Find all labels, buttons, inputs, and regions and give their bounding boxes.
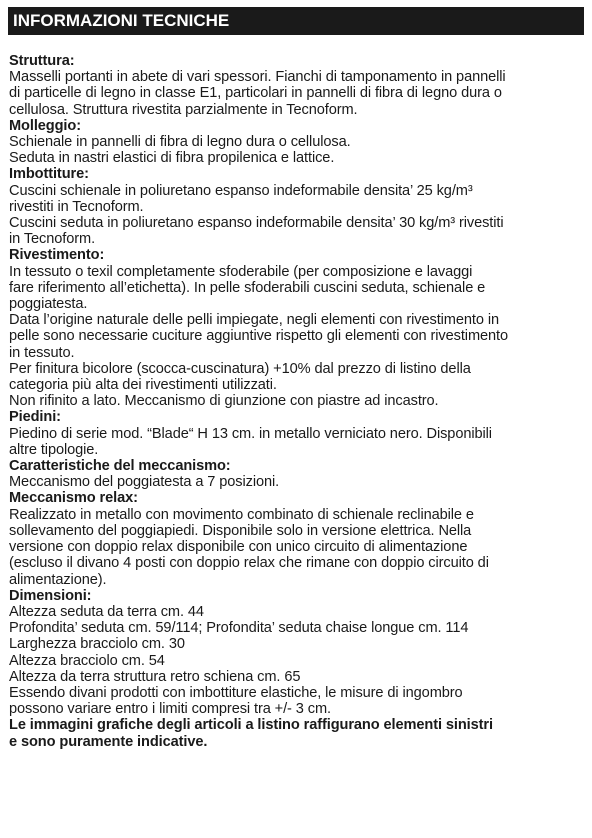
section-header bbox=[8, 7, 584, 35]
text-line: Cuscini schienale in poliuretano espanso indeformabile densita’ 25 kg/m³ bbox=[9, 182, 473, 199]
text-line: Per finitura bicolore (scocca-cuscinatura) +10% dal prezzo di listino della bbox=[9, 360, 471, 377]
note-line: Le immagini grafiche degli articoli a listino raffigurano elementi sinistri bbox=[9, 717, 493, 734]
text-line: Essendo divani prodotti con imbottiture elastiche, le misure di ingombro bbox=[9, 684, 463, 701]
section-rivestimento bbox=[9, 247, 587, 409]
text-line: Non rifinito a lato. Meccanismo di giunzione con piastre ad incastro. bbox=[9, 393, 439, 410]
section-meccanismo-relax bbox=[9, 490, 587, 587]
text-line: categoria più alta dei rivestimenti utilizzati. bbox=[9, 377, 277, 394]
text-line: Realizzato in metallo con movimento combinato di schienale reclinabile e bbox=[9, 506, 474, 523]
text-line: Meccanismo del poggiatesta a 7 posizioni. bbox=[9, 474, 280, 491]
section-caratteristiche-meccanismo bbox=[9, 458, 587, 490]
technical-info-body bbox=[9, 53, 587, 750]
section-title: Struttura: bbox=[9, 53, 75, 69]
text-line: di particelle di legno in classe E1, particolari in pannelli di fibra di legno dura o bbox=[9, 85, 502, 102]
section-molleggio bbox=[9, 118, 587, 167]
note-line: e sono puramente indicative. bbox=[9, 733, 208, 750]
text-line: Schienale in pannelli di fibra di legno dura o cellulosa. bbox=[9, 134, 351, 151]
text-line: in tessuto. bbox=[9, 344, 75, 361]
section-imbottiture bbox=[9, 166, 587, 247]
text-line: Altezza da terra struttura retro schiena cm. 65 bbox=[9, 668, 301, 685]
section-title: Dimensioni: bbox=[9, 587, 92, 604]
text-line: Data l’origine naturale delle pelli impiegate, negli elementi con rivestimento in bbox=[9, 312, 499, 329]
text-line: versione con doppio relax disponibile con unico circuito di alimentazione bbox=[9, 539, 468, 556]
section-struttura bbox=[9, 53, 587, 118]
text-line: pelle sono necessarie cuciture aggiuntive rispetto gli elementi con rivestimento bbox=[9, 328, 508, 345]
section-title: Meccanismo relax: bbox=[9, 490, 138, 507]
text-line: Altezza bracciolo cm. 54 bbox=[9, 652, 165, 669]
section-title: Rivestimento: bbox=[9, 247, 105, 264]
text-line: rivestiti in Tecnoform. bbox=[9, 198, 144, 215]
text-line: altre tipologie. bbox=[9, 441, 99, 458]
text-line: (escluso il divano 4 posti con doppio relax che rimane con doppio circuito di bbox=[9, 555, 489, 572]
text-line: fare riferimento all’etichetta). In pelle sfoderabili cuscini seduta, schienale e bbox=[9, 279, 486, 296]
section-title: Piedini: bbox=[9, 409, 61, 426]
header-title: INFORMAZIONI TECNICHE bbox=[13, 11, 230, 30]
text-line: Altezza seduta da terra cm. 44 bbox=[9, 603, 204, 620]
text-line: sollevamento del poggiapiedi. Disponibile solo in versione elettrica. Nella bbox=[9, 522, 472, 539]
section-dimensioni bbox=[9, 588, 587, 718]
text-line: Profondita’ seduta cm. 59/114; Profondita’ seduta chaise longue cm. 114 bbox=[9, 620, 469, 637]
text-line: in Tecnoform. bbox=[9, 231, 96, 248]
text-line: poggiatesta. bbox=[9, 296, 88, 313]
section-title: Imbottiture: bbox=[9, 166, 89, 183]
text-line: cellulosa. Struttura rivestita parzialmente in Tecnoform. bbox=[9, 101, 358, 118]
text-line: Seduta in nastri elastici di fibra propilenica e lattice. bbox=[9, 150, 335, 167]
text-line: Larghezza bracciolo cm. 30 bbox=[9, 636, 185, 653]
section-title: Caratteristiche del meccanismo: bbox=[9, 458, 231, 475]
disclaimer-note bbox=[9, 717, 587, 749]
text-line: Masselli portanti in abete di vari spessori. Fianchi di tamponamento in pannelli bbox=[9, 69, 506, 86]
text-line: possono variare entro i limiti compresi tra +/- 3 cm. bbox=[9, 701, 331, 718]
section-title: Molleggio: bbox=[9, 117, 81, 134]
text-line: Cuscini seduta in poliuretano espanso indeformabile densita’ 30 kg/m³ rivestiti bbox=[9, 215, 504, 232]
text-line: Piedino di serie mod. “Blade“ H 13 cm. in metallo verniciato nero. Disponibili bbox=[9, 425, 492, 442]
text-line: In tessuto o texil completamente sfoderabile (per composizione e lavaggi bbox=[9, 263, 473, 280]
section-piedini bbox=[9, 409, 587, 458]
text-line: alimentazione). bbox=[9, 571, 107, 588]
